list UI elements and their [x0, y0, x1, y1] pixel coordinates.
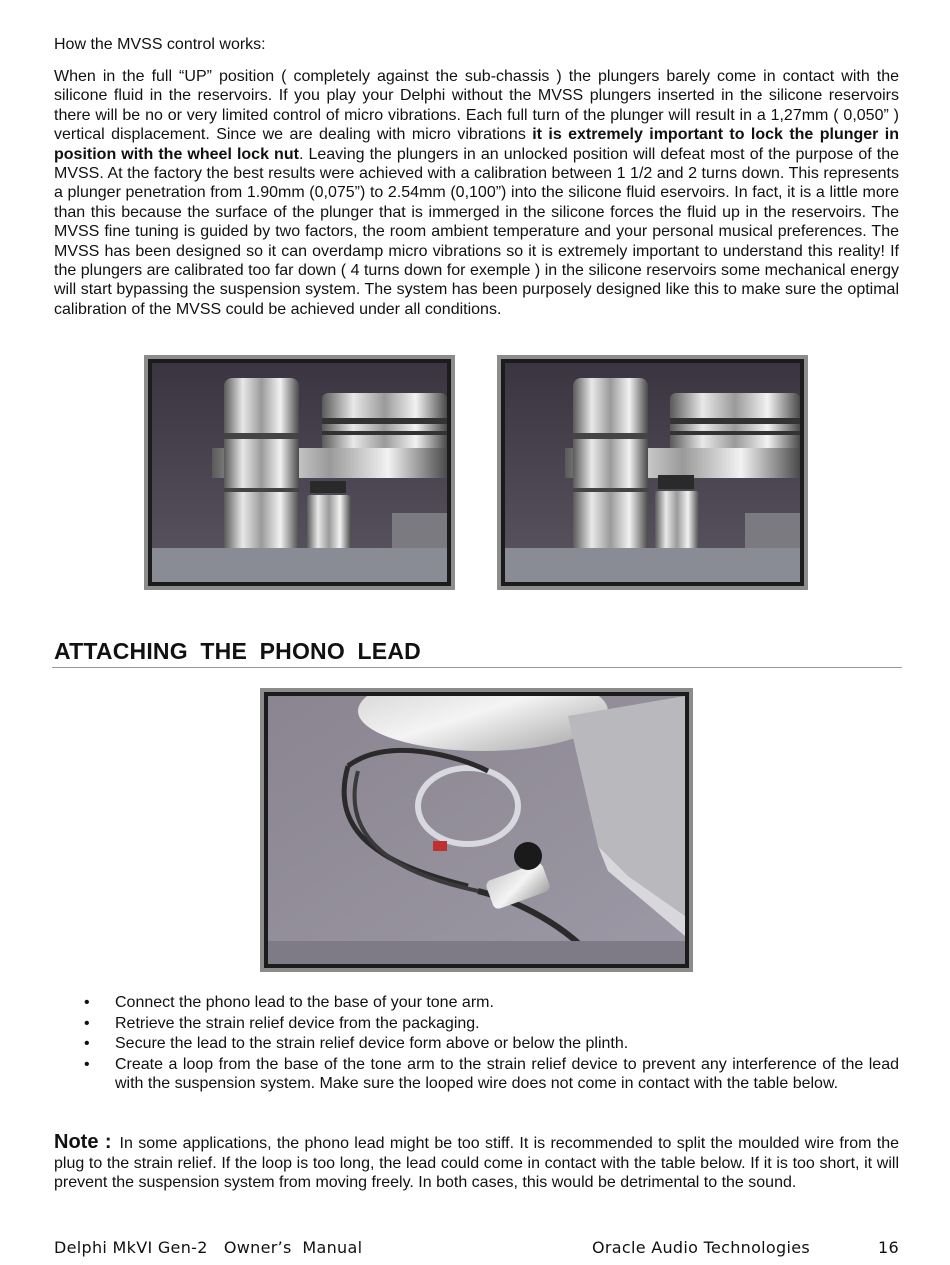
step-text: Create a loop from the base of the tone arm to the strain relief device to prevent any interference of the lead with the suspension system. Make sure the looped wire does not come in contact with the table below. [115, 1055, 899, 1093]
mvss-photo-right [497, 355, 808, 590]
footer-page-number: 16 [878, 1238, 899, 1257]
footer-company: Oracle Audio Technologies [592, 1238, 810, 1257]
plunger-lowered-image [505, 363, 800, 582]
plunger-image [152, 363, 447, 582]
note-label: Note : [54, 1131, 112, 1153]
list-item [54, 1055, 899, 1094]
para-end: . Leaving the plungers in an unlocked position will defeat most of the purpose of the MVSS. At the factory the best results were achieved with a calibration between 1 1/2 and 2 turns down. This represents a plunger penetration from 1.90mm (0,075”) to 2.54mm (0,100”) into the silicone fluid eservoirs. In fact, it is a little more than this because the surface of the plunger that is immerged in the silicone forces the fluid up in the reservoirs. The MVSS fine tuning is guided by two factors, the room ambient temperature and your personal musical preferences. The MVSS has been designed so it can overdamp micro vibrations so it is extremely important to understand this reality! If the plungers are calibrated too far down ( 4 turns down for exemple ) in the silicone reservoirs some mechanical energy will start bypassing the suspension system. The system has been purposely designed like this to make sure the optimal calibration of the MVSS could be achieved under all conditions. [54, 145, 899, 318]
intro-heading: How the MVSS control works: [54, 36, 266, 53]
note-text: In some applications, the phono lead might be too stiff. It is recommended to split the moulded wire from the plug to the strain relief. If the loop is too long, the lead could come in contact with the table below. If it is too short, it will prevent the suspension system from moving freely. In both cases, this would be detrimental to the sound. [54, 1135, 899, 1192]
bullet-glyph: • [84, 1014, 90, 1032]
mvss-paragraph [54, 67, 899, 319]
phono-lead-image [268, 696, 685, 964]
list-item [54, 1014, 899, 1033]
mvss-photo-left [144, 355, 455, 590]
list-item [54, 993, 899, 1012]
note-paragraph [54, 1133, 899, 1193]
para-bold: it is extremely important to lock the plunger in position with the wheel lock nut [54, 126, 900, 163]
step-text: Secure the lead to the strain relief device form above or below the plinth. [115, 1035, 629, 1053]
section-divider [52, 667, 902, 668]
bullet-glyph: • [84, 1055, 90, 1073]
footer-manual-title: Delphi MkVI Gen-2 Owner’s Manual [54, 1238, 363, 1257]
bullet-glyph: • [84, 994, 90, 1011]
phono-lead-steps [54, 993, 899, 1095]
phono-lead-photo [260, 688, 693, 972]
step-text: Connect the phono lead to the base of your tone arm. [115, 994, 494, 1011]
step-text: Retrieve the strain relief device from the packaging. [115, 1014, 480, 1032]
section-title: ATTACHING THE PHONO LEAD [54, 638, 421, 664]
para-start: When in the full “UP” position ( completely against the sub-chassis ) the plungers barely come in contact with the silicone fluid in the reservoirs. If you play your Delphi without the MVSS plungers inserted in the silicone reservoirs there will be no or very limited control of micro vibrations. Each full turn of the plunger will result in a 1,27mm ( 0,050” ) vertical displacement. Since we are dealing with micro vibrations [54, 68, 899, 144]
list-item [54, 1034, 899, 1053]
bullet-glyph: • [84, 1035, 90, 1053]
